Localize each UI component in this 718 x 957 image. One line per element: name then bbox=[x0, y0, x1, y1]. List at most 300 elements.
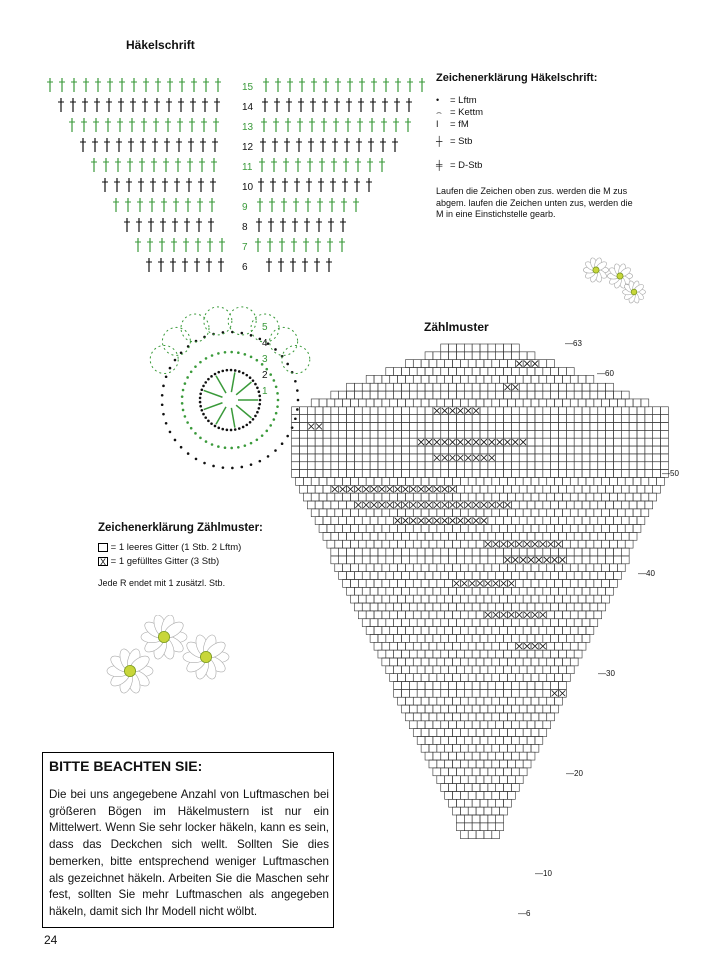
crochet-legend-label: = D-Stb bbox=[450, 160, 483, 171]
grid-cell bbox=[350, 595, 358, 603]
grid-cell bbox=[574, 619, 582, 627]
grid-cell bbox=[339, 470, 347, 478]
grid-cell bbox=[531, 729, 539, 737]
grid-cell bbox=[429, 540, 437, 548]
chain-dot bbox=[256, 386, 259, 389]
grid-cell bbox=[519, 705, 527, 713]
grid-cell bbox=[307, 454, 315, 462]
grid-cell bbox=[523, 525, 531, 533]
grid-cell bbox=[476, 831, 484, 839]
grid-cell bbox=[519, 415, 527, 423]
grid-cell bbox=[456, 815, 464, 823]
chain-dot bbox=[184, 382, 187, 385]
grid-cell bbox=[445, 540, 453, 548]
grid-cell bbox=[507, 627, 515, 635]
grid-cell bbox=[347, 587, 355, 595]
grid-cell bbox=[515, 525, 523, 533]
grid-cell bbox=[523, 595, 531, 603]
grid-cell bbox=[492, 729, 500, 737]
grid-cell bbox=[551, 501, 559, 509]
grid-cell bbox=[496, 689, 504, 697]
grid-cell bbox=[394, 666, 402, 674]
grid-cell bbox=[402, 587, 410, 595]
grid-cell bbox=[394, 572, 402, 580]
grid-cell bbox=[492, 477, 500, 485]
daisy-center bbox=[631, 289, 637, 295]
grid-cell bbox=[335, 540, 343, 548]
grid-cell bbox=[496, 423, 504, 431]
grid-cell bbox=[449, 368, 457, 376]
grid-cell bbox=[629, 454, 637, 462]
count-chart-title: Zählmuster bbox=[424, 320, 489, 334]
grid-cell bbox=[488, 689, 496, 697]
grid-cell bbox=[551, 603, 559, 611]
grid-cell bbox=[425, 603, 433, 611]
grid-cell bbox=[519, 650, 527, 658]
grid-cell bbox=[449, 344, 457, 352]
grid-cell bbox=[488, 721, 496, 729]
grid-cell bbox=[413, 697, 421, 705]
chain-dot bbox=[230, 429, 233, 432]
grid-cell bbox=[590, 603, 598, 611]
grid-cell bbox=[480, 619, 488, 627]
grid-cell bbox=[488, 368, 496, 376]
grid-cell bbox=[347, 501, 355, 509]
grid-cell bbox=[370, 423, 378, 431]
grid-cell bbox=[653, 423, 661, 431]
grid-cell bbox=[515, 564, 523, 572]
grid-cell bbox=[437, 658, 445, 666]
grid-cell bbox=[598, 470, 606, 478]
grid-cell bbox=[362, 587, 370, 595]
grid-cell bbox=[362, 572, 370, 580]
grid-cell bbox=[456, 548, 464, 556]
grid-cell bbox=[421, 697, 429, 705]
grid-cell bbox=[413, 713, 421, 721]
grid-cell bbox=[437, 580, 445, 588]
grid-cell bbox=[464, 666, 472, 674]
grid-cell bbox=[405, 360, 413, 368]
grid-cell bbox=[374, 595, 382, 603]
grid-cell bbox=[480, 391, 488, 399]
grid-cell bbox=[610, 399, 618, 407]
grid-cell bbox=[566, 572, 574, 580]
grid-cell bbox=[559, 587, 567, 595]
grid-cell bbox=[456, 423, 464, 431]
grid-cell bbox=[472, 344, 480, 352]
grid-cell bbox=[354, 415, 362, 423]
grid-cell bbox=[394, 446, 402, 454]
grid-cell bbox=[441, 721, 449, 729]
grid-cell bbox=[394, 650, 402, 658]
grid-cell bbox=[405, 564, 413, 572]
center-stitch bbox=[204, 403, 223, 410]
grid-cell bbox=[504, 462, 512, 470]
grid-cell bbox=[460, 611, 468, 619]
grid-cell bbox=[409, 650, 417, 658]
grid-cell bbox=[464, 799, 472, 807]
grid-cell bbox=[507, 697, 515, 705]
chain-dot bbox=[214, 373, 217, 376]
grid-cell bbox=[613, 391, 621, 399]
grid-cell bbox=[602, 477, 610, 485]
grid-cell bbox=[570, 642, 578, 650]
grid-cell bbox=[449, 705, 457, 713]
grid-cell bbox=[390, 642, 398, 650]
grid-cell bbox=[519, 454, 527, 462]
grid-cell bbox=[590, 430, 598, 438]
grid-cell bbox=[319, 493, 327, 501]
grid-cell bbox=[519, 485, 527, 493]
grid-cell bbox=[378, 548, 386, 556]
chain-dot bbox=[165, 422, 168, 425]
grid-cell bbox=[433, 666, 441, 674]
grid-cell bbox=[323, 532, 331, 540]
grid-cell bbox=[456, 470, 464, 478]
chain-dot bbox=[261, 434, 264, 437]
grid-cell bbox=[425, 548, 433, 556]
grid-cell bbox=[496, 407, 504, 415]
grid-cell bbox=[472, 752, 480, 760]
grid-cell bbox=[645, 454, 653, 462]
grid-cell bbox=[472, 823, 480, 831]
grid-cell bbox=[543, 634, 551, 642]
grid-cell bbox=[425, 352, 433, 360]
grid-cell bbox=[519, 446, 527, 454]
chain-dot bbox=[224, 446, 227, 449]
chain-dot bbox=[259, 460, 262, 463]
grid-cell bbox=[547, 525, 555, 533]
grid-cell bbox=[402, 682, 410, 690]
grid-cell bbox=[559, 619, 567, 627]
grid-cell bbox=[488, 556, 496, 564]
grid-cell bbox=[551, 438, 559, 446]
grid-cell bbox=[547, 595, 555, 603]
grid-cell bbox=[527, 548, 535, 556]
row-label: —6 bbox=[518, 909, 531, 918]
grid-cell bbox=[425, 407, 433, 415]
grid-cell bbox=[492, 375, 500, 383]
grid-cell bbox=[378, 603, 386, 611]
grid-cell bbox=[484, 658, 492, 666]
grid-cell bbox=[299, 438, 307, 446]
grid-cell bbox=[543, 423, 551, 431]
grid-cell bbox=[637, 454, 645, 462]
grid-cell bbox=[429, 580, 437, 588]
grid-cell bbox=[480, 407, 488, 415]
grid-cell bbox=[472, 352, 480, 360]
grid-cell bbox=[323, 407, 331, 415]
grid-cell bbox=[354, 517, 362, 525]
grid-cell bbox=[653, 430, 661, 438]
grid-cell bbox=[500, 595, 508, 603]
grid-cell bbox=[523, 658, 531, 666]
grid-cell bbox=[394, 368, 402, 376]
grid-cell bbox=[378, 383, 386, 391]
grid-cell bbox=[405, 627, 413, 635]
grid-cell bbox=[421, 595, 429, 603]
grid-cell bbox=[343, 540, 351, 548]
grid-cell bbox=[547, 580, 555, 588]
grid-cell bbox=[566, 454, 574, 462]
grid-cell bbox=[433, 768, 441, 776]
grid-cell bbox=[386, 415, 394, 423]
grid-cell bbox=[409, 721, 417, 729]
grid-cell bbox=[559, 485, 567, 493]
grid-cell bbox=[476, 564, 484, 572]
grid-cell bbox=[488, 423, 496, 431]
chain-dot bbox=[174, 359, 177, 362]
grid-cell bbox=[425, 634, 433, 642]
grid-cell bbox=[511, 619, 519, 627]
grid-cell bbox=[362, 517, 370, 525]
grid-cell bbox=[445, 399, 453, 407]
grid-cell bbox=[449, 572, 457, 580]
grid-cell bbox=[460, 729, 468, 737]
grid-cell bbox=[456, 603, 464, 611]
grid-cell bbox=[582, 532, 590, 540]
grid-cell bbox=[613, 415, 621, 423]
grid-cell bbox=[378, 462, 386, 470]
daisy-center bbox=[593, 267, 599, 273]
grid-cell bbox=[496, 556, 504, 564]
grid-cell bbox=[551, 666, 559, 674]
grid-cell bbox=[456, 682, 464, 690]
grid-cell bbox=[378, 430, 386, 438]
grid-cell bbox=[323, 438, 331, 446]
grid-cell bbox=[504, 368, 512, 376]
grid-cell bbox=[551, 454, 559, 462]
grid-cell bbox=[555, 697, 563, 705]
grid-cell bbox=[311, 399, 319, 407]
grid-cell bbox=[453, 611, 461, 619]
daisy-center bbox=[200, 651, 211, 662]
grid-cell bbox=[488, 462, 496, 470]
grid-cell bbox=[535, 407, 543, 415]
grid-cell bbox=[445, 658, 453, 666]
grid-cell bbox=[484, 776, 492, 784]
grid-cell bbox=[480, 768, 488, 776]
chain-dot bbox=[231, 467, 234, 470]
grid-cell bbox=[402, 666, 410, 674]
grid-cell bbox=[566, 438, 574, 446]
grid-cell bbox=[484, 595, 492, 603]
notice-title: BITTE BEACHTEN SIE: bbox=[49, 758, 203, 774]
grid-cell bbox=[492, 674, 500, 682]
chain-dot bbox=[256, 438, 259, 441]
grid-cell bbox=[480, 587, 488, 595]
grid-cell bbox=[398, 611, 406, 619]
grid-cell bbox=[390, 627, 398, 635]
grid-cell bbox=[449, 799, 457, 807]
grid-cell bbox=[543, 462, 551, 470]
grid-cell bbox=[507, 564, 515, 572]
grid-cell bbox=[405, 580, 413, 588]
grid-cell bbox=[382, 611, 390, 619]
grid-cell bbox=[453, 360, 461, 368]
grid-cell bbox=[555, 493, 563, 501]
grid-cell bbox=[539, 729, 547, 737]
row-label: —60 bbox=[597, 369, 614, 378]
crochet-legend-item bbox=[436, 107, 483, 118]
grid-cell bbox=[527, 634, 535, 642]
grid-cell bbox=[433, 352, 441, 360]
grid-cell bbox=[543, 415, 551, 423]
chain-dot bbox=[242, 426, 245, 429]
chain-dot bbox=[237, 446, 240, 449]
grid-cell bbox=[562, 658, 570, 666]
grid-cell bbox=[562, 493, 570, 501]
grid-cell bbox=[480, 721, 488, 729]
grid-cell bbox=[433, 572, 441, 580]
grid-cell bbox=[449, 423, 457, 431]
grid-cell bbox=[453, 595, 461, 603]
grid-cell bbox=[590, 407, 598, 415]
grid-cell bbox=[527, 721, 535, 729]
grid-cell bbox=[464, 737, 472, 745]
chain-dot bbox=[273, 418, 276, 421]
grid-cell bbox=[402, 689, 410, 697]
grid-cell bbox=[566, 430, 574, 438]
grid-cell bbox=[602, 525, 610, 533]
grid-cell bbox=[633, 477, 641, 485]
grid-cell bbox=[331, 423, 339, 431]
grid-cell bbox=[476, 540, 484, 548]
grid-cell bbox=[574, 446, 582, 454]
grid-cell bbox=[515, 658, 523, 666]
center-stitch bbox=[216, 376, 226, 393]
grid-cell bbox=[394, 462, 402, 470]
grid-cell bbox=[555, 564, 563, 572]
grid-cell bbox=[480, 423, 488, 431]
grid-cell bbox=[366, 509, 374, 517]
grid-cell bbox=[468, 776, 476, 784]
grid-cell bbox=[535, 501, 543, 509]
grid-cell bbox=[441, 689, 449, 697]
grid-cell bbox=[641, 509, 649, 517]
grid-cell bbox=[551, 415, 559, 423]
grid-cell bbox=[637, 415, 645, 423]
grid-cell bbox=[551, 572, 559, 580]
grid-cell bbox=[453, 540, 461, 548]
grid-cell bbox=[339, 532, 347, 540]
grid-cell bbox=[433, 689, 441, 697]
grid-cell bbox=[421, 525, 429, 533]
chain-dot bbox=[256, 359, 259, 362]
grid-cell bbox=[425, 368, 433, 376]
chain-dot bbox=[230, 369, 233, 372]
grid-cell bbox=[492, 658, 500, 666]
grid-cell bbox=[441, 752, 449, 760]
grid-cell bbox=[586, 493, 594, 501]
grid-cell bbox=[539, 525, 547, 533]
grid-cell bbox=[299, 470, 307, 478]
grid-cell bbox=[445, 525, 453, 533]
grid-cell bbox=[347, 407, 355, 415]
grid-cell bbox=[339, 556, 347, 564]
grid-cell bbox=[511, 548, 519, 556]
grid-cell bbox=[445, 595, 453, 603]
grid-cell bbox=[492, 791, 500, 799]
grid-cell bbox=[429, 642, 437, 650]
grid-cell bbox=[339, 415, 347, 423]
grid-cell bbox=[531, 595, 539, 603]
grid-cell bbox=[559, 454, 567, 462]
grid-cell bbox=[378, 634, 386, 642]
grid-cell bbox=[480, 650, 488, 658]
grid-cell bbox=[476, 493, 484, 501]
grid-cell bbox=[511, 454, 519, 462]
grid-cell bbox=[519, 423, 527, 431]
grid-cell bbox=[547, 564, 555, 572]
grid-cell bbox=[621, 407, 629, 415]
grid-cell bbox=[488, 650, 496, 658]
grid-cell bbox=[374, 399, 382, 407]
grid-cell bbox=[409, 619, 417, 627]
grid-cell bbox=[292, 446, 300, 454]
grid-cell bbox=[555, 658, 563, 666]
grid-cell bbox=[386, 517, 394, 525]
grid-cell bbox=[460, 509, 468, 517]
grid-cell bbox=[413, 493, 421, 501]
grid-cell bbox=[515, 595, 523, 603]
grid-cell bbox=[602, 564, 610, 572]
grid-cell bbox=[488, 352, 496, 360]
grid-cell bbox=[292, 454, 300, 462]
grid-cell bbox=[504, 721, 512, 729]
grid-cell bbox=[429, 595, 437, 603]
grid-cell bbox=[504, 737, 512, 745]
grid-cell bbox=[590, 462, 598, 470]
grid-cell bbox=[425, 752, 433, 760]
grid-cell bbox=[637, 430, 645, 438]
grid-cell bbox=[519, 768, 527, 776]
grid-cell bbox=[456, 634, 464, 642]
grid-cell bbox=[425, 587, 433, 595]
grid-cell bbox=[347, 423, 355, 431]
grid-cell bbox=[398, 595, 406, 603]
grid-cell bbox=[543, 446, 551, 454]
grid-cell bbox=[437, 360, 445, 368]
grid-cell bbox=[409, 470, 417, 478]
grid-cell bbox=[555, 627, 563, 635]
grid-cell bbox=[602, 540, 610, 548]
grid-cell bbox=[582, 587, 590, 595]
grid-cell bbox=[437, 477, 445, 485]
chain-dot bbox=[249, 376, 252, 379]
arch-loop bbox=[162, 327, 190, 355]
grid-cell bbox=[637, 407, 645, 415]
grid-cell bbox=[402, 705, 410, 713]
arch-loop bbox=[181, 314, 209, 342]
grid-cell bbox=[386, 470, 394, 478]
grid-cell bbox=[606, 548, 614, 556]
grid-cell bbox=[610, 525, 618, 533]
grid-cell bbox=[358, 477, 366, 485]
grid-cell bbox=[464, 462, 472, 470]
grid-cell bbox=[515, 729, 523, 737]
grid-cell bbox=[394, 689, 402, 697]
grid-cell bbox=[441, 556, 449, 564]
grid-cell bbox=[311, 477, 319, 485]
grid-cell bbox=[358, 399, 366, 407]
empty-cell-icon bbox=[98, 543, 108, 552]
grid-cell bbox=[574, 454, 582, 462]
grid-cell bbox=[405, 595, 413, 603]
grid-cell bbox=[531, 658, 539, 666]
grid-cell bbox=[386, 430, 394, 438]
grid-cell bbox=[547, 658, 555, 666]
